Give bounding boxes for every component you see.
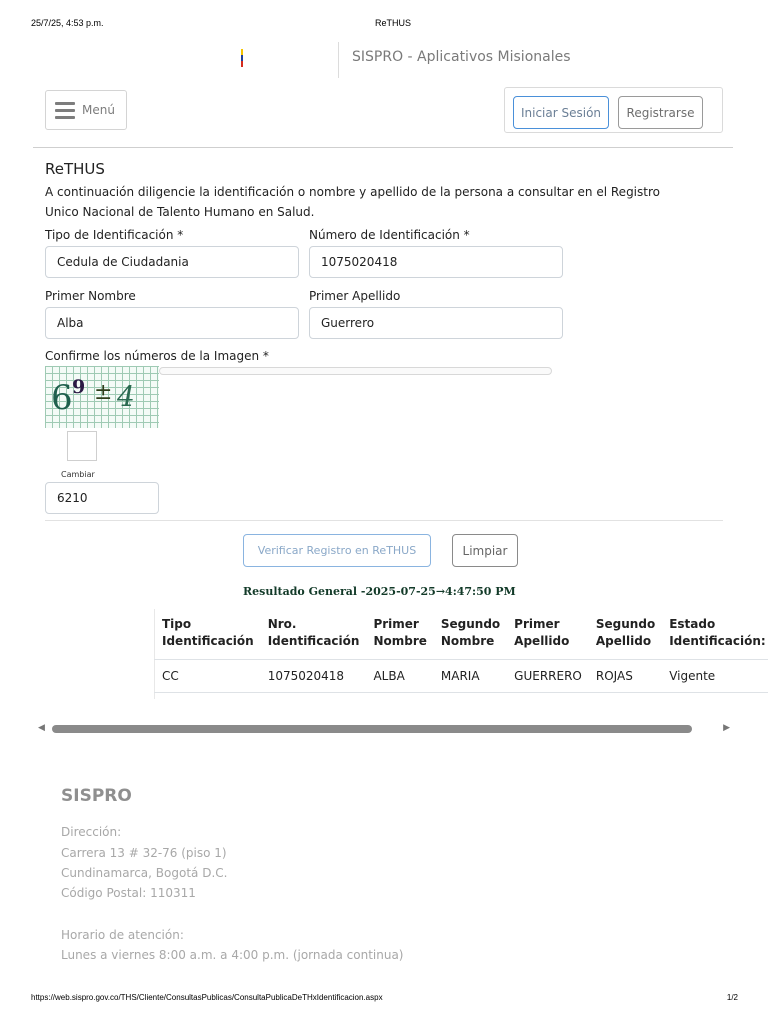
captcha-image [45, 366, 159, 428]
col-first-name: Primer Nombre [365, 609, 432, 660]
register-button[interactable]: Registrarse [618, 96, 703, 129]
menu-label: Menú [82, 103, 115, 117]
page-title: ReTHUS [45, 160, 105, 178]
footer-title: SISPRO [61, 786, 132, 806]
hamburger-icon [55, 102, 75, 119]
brand-title: SISPRO - Aplicativos Misionales [352, 49, 571, 65]
captcha-digit: 9 [72, 376, 86, 398]
col-second-name: Segundo Nombre [433, 609, 506, 660]
cell-second-surname: ROJAS [588, 660, 661, 693]
footer-postal-code: Código Postal: 110311 [61, 886, 196, 900]
scroll-left-arrow-icon[interactable]: ◀ [38, 723, 45, 733]
captcha-digit: 6 [51, 378, 73, 418]
col-second-surname: Segundo Apellido [588, 609, 661, 660]
clear-button[interactable]: Limpiar [452, 534, 518, 567]
print-page-title: ReTHUS [374, 18, 411, 28]
col-id-type: Tipo Identificación [154, 609, 260, 660]
change-captcha-label[interactable]: Cambiar [61, 470, 95, 479]
id-number-input[interactable]: 1075020418 [309, 246, 563, 278]
captcha-input[interactable]: 6210 [45, 482, 159, 514]
navbar [33, 85, 733, 148]
id-type-select[interactable]: Cedula de Ciudadania [45, 246, 299, 278]
gov-logo-icon [241, 49, 243, 67]
first-name-label: Primer Nombre [45, 289, 136, 303]
col-status: Estado Identificación: [661, 609, 768, 660]
footer-hours-value: Lunes a viernes 8:00 a.m. a 4:00 p.m. (jornada continua) [61, 948, 404, 962]
table-header-row [154, 609, 768, 660]
menu-button[interactable] [45, 90, 127, 130]
id-number-label: Número de Identificación * [309, 228, 470, 242]
table-row [154, 660, 768, 693]
horizontal-scrollbar[interactable] [30, 721, 738, 737]
footer-address-label: Dirección: [61, 825, 122, 839]
verify-button[interactable]: Verificar Registro en ReTHUS [243, 534, 431, 567]
col-id-number: Nro. Identificación [260, 609, 366, 660]
print-datetime: 25/7/25, 4:53 p.m. [31, 18, 104, 28]
print-page-number: 1/2 [726, 993, 738, 1002]
cell-id-type: CC [154, 660, 260, 693]
id-type-label: Tipo de Identificación * [45, 228, 184, 242]
footer-hours-label: Horario de atención: [61, 928, 184, 942]
divider [45, 520, 723, 521]
refresh-captcha-button[interactable] [67, 431, 97, 461]
scrollbar-thumb[interactable] [52, 725, 692, 733]
scroll-right-arrow-icon[interactable]: ▶ [723, 723, 730, 733]
auth-buttons [504, 87, 723, 133]
first-surname-input[interactable]: Guerrero [309, 307, 563, 339]
cell-id-number: 1075020418 [260, 660, 366, 693]
first-name-input[interactable]: Alba [45, 307, 299, 339]
brand-divider [338, 42, 339, 78]
cell-second-name: MARIA [433, 660, 506, 693]
captcha-audio-bar [159, 367, 552, 375]
first-surname-label: Primer Apellido [309, 289, 401, 303]
results-table [154, 609, 768, 693]
brand-bar [0, 42, 768, 78]
cell-first-name: ALBA [365, 660, 432, 693]
print-url: https://web.sispro.gov.co/THS/Cliente/ConsultasPublicas/ConsultaPublicaDeTHxIdentificacion.aspx [31, 993, 383, 1002]
col-first-surname: Primer Apellido [506, 609, 588, 660]
footer-address-line: Carrera 13 # 32-76 (piso 1) [61, 846, 227, 860]
login-button[interactable]: Iniciar Sesión [513, 96, 609, 129]
captcha-label: Confirme los números de la Imagen * [45, 349, 269, 363]
footer-address-line: Cundinamarca, Bogotá D.C. [61, 866, 228, 880]
captcha-digit: 4 [117, 380, 135, 413]
cell-status: Vigente [661, 660, 768, 693]
results-title: Resultado General -2025-07-25→4:47:50 PM [243, 585, 516, 598]
intro-text: A continuación diligencie la identificación o nombre y apellido de la persona a consultar en el Registro Unico Nacional de Talento Humano en Salud. [45, 185, 660, 219]
cell-first-surname: GUERRERO [506, 660, 588, 693]
captcha-digit: ± [94, 380, 113, 405]
